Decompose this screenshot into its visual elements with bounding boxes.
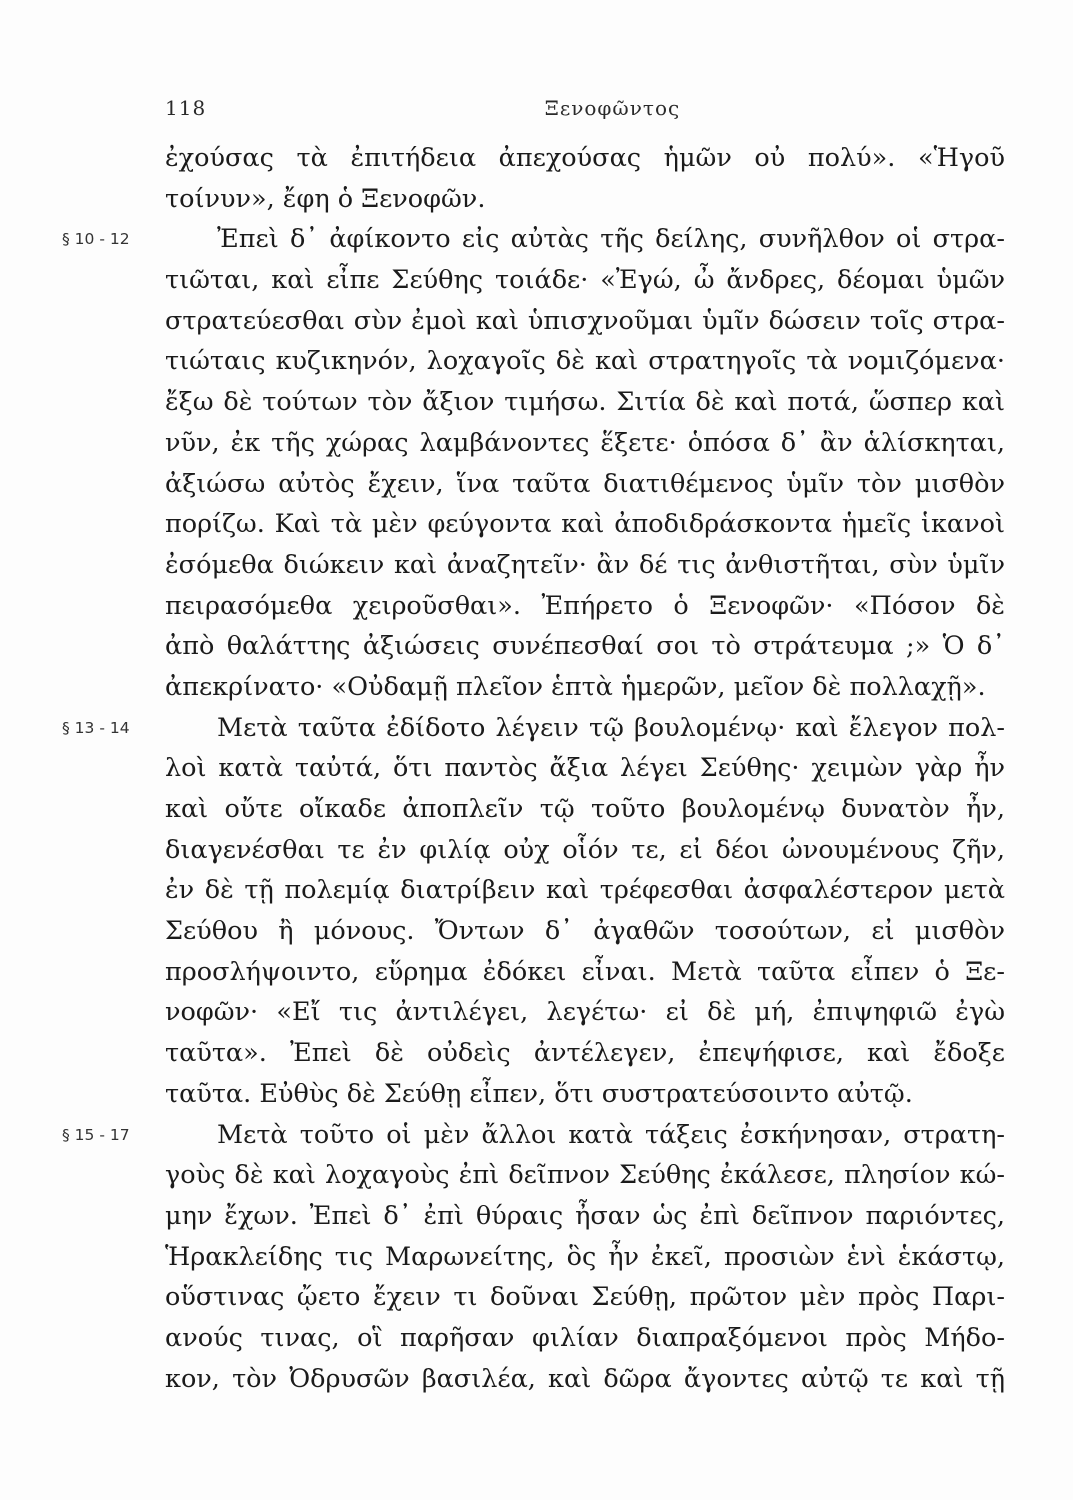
line-text: ταῦτα. Εὐθὺς δὲ Σεύθῃ εἶπεν, ὅτι συστρατεύσοιντο αὐτῷ. (165, 1078, 913, 1109)
line-text: Σεύθου ἢ μόνους. Ὄντων δ᾽ ἀγαθῶν τοσούτων, εἰ μισθὸν (165, 916, 1005, 947)
line-text: ἀξιώσω αὐτὸς ἔχειν, ἵνα ταῦτα διατιθέμενος ὑμῖν τὸν μισθὸν (165, 468, 1005, 499)
text-line (165, 1359, 1005, 1400)
line-text: νοφῶν· «Εἴ τις ἀντιλέγει, λεγέτω· εἰ δὲ μή, ἐπιψηφιῶ ἐγὼ (165, 997, 1005, 1028)
text-line (165, 423, 1005, 464)
line-text: ἐσόμεθα διώκειν καὶ ἀναζητεῖν· ἂν δέ τις ἀνθιστῆται, σὺν ὑμῖν (165, 549, 1005, 580)
section-reference: § 13 - 14 (62, 718, 130, 737)
line-text: ἀπεκρίνατο· «Οὐδαμῇ πλεῖον ἑπτὰ ἡμερῶν, μεῖον δὲ πολλαχῇ». (165, 671, 986, 702)
text-line (165, 1237, 1005, 1278)
text-line (62, 219, 1005, 260)
text-line (165, 301, 1005, 342)
text-line (165, 341, 1005, 382)
line-text: ἔξω δὲ τούτων τὸν ἄξιον τιμήσω. Σιτία δὲ καὶ ποτά, ὥσπερ καὶ (165, 387, 1005, 418)
text-line (165, 138, 1005, 179)
running-head (165, 96, 1000, 126)
text-line (62, 708, 1005, 749)
text-line (165, 586, 1005, 627)
line-text: Μετὰ ταῦτα ἐδίδοτο λέγειν τῷ βουλομένῳ· καὶ ἔλεγον πολ- (217, 712, 1005, 743)
text-line (165, 952, 1005, 993)
text-line (165, 1277, 1005, 1318)
text-line (165, 789, 1005, 830)
line-text: ἐχούσας τὰ ἐπιτήδεια ἀπεχούσας ἡμῶν οὐ πολύ». «Ἡγοῦ (165, 143, 1005, 173)
section-reference: § 15 - 17 (62, 1125, 130, 1144)
line-text: διαγενέσθαι τε ἐν φιλίᾳ οὐχ οἷόν τε, εἰ δέοι ὠνουμένους ζῆν, (165, 834, 1005, 865)
text-line (165, 464, 1005, 505)
text-line (165, 1196, 1005, 1237)
line-text: νῦν, ἐκ τῆς χώρας λαμβάνοντες ἕξετε· ὁπόσα δ᾽ ἂν ἁλίσκηται, (165, 427, 1005, 458)
text-line (165, 382, 1005, 423)
text-line (165, 992, 1005, 1033)
line-text: γοὺς δὲ καὶ λοχαγοὺς ἐπὶ δεῖπνον Σεύθης ἐκάλεσε, πλησίον κώ- (165, 1160, 1005, 1191)
line-text: μην ἔχων. Ἐπεὶ δ᾽ ἐπὶ θύραις ἦσαν ὡς ἐπὶ δεῖπνον παριόντες, (165, 1200, 1005, 1231)
line-text: προσλήψοιντο, εὕρημα ἐδόκει εἶναι. Μετὰ ταῦτα εἶπεν ὁ Ξε- (165, 956, 1005, 987)
running-title: Ξενοφῶντος (544, 96, 681, 120)
text-line (165, 545, 1005, 586)
main-text (62, 138, 1005, 1399)
line-text: οὕστινας ᾤετο ἔχειν τι δοῦναι Σεύθῃ, πρῶτον μὲν πρὸς Παρι- (165, 1282, 1005, 1313)
line-text: κον, τὸν Ὀδρυσῶν βασιλέα, καὶ δῶρα ἄγοντες αὐτῷ τε καὶ τῇ (165, 1363, 1005, 1394)
text-line (165, 667, 1005, 708)
text-line (165, 626, 1005, 667)
text-line (165, 1155, 1005, 1196)
line-text: καὶ οὔτε οἴκαδε ἀποπλεῖν τῷ τοῦτο βουλομένῳ δυνατὸν ἦν, (165, 794, 1005, 824)
text-line (165, 748, 1005, 789)
line-text: Ἐπεὶ δ᾽ ἀφίκοντο εἰς αὐτὰς τῆς δείλης, συνῆλθον οἱ στρα- (217, 224, 1005, 255)
line-text: τιῶται, καὶ εἶπε Σεύθης τοιάδε· «Ἐγώ, ὦ ἄνδρες, δέομαι ὑμῶν (165, 265, 1005, 296)
text-line (165, 260, 1005, 301)
text-line (165, 1318, 1005, 1359)
line-text: λοὶ κατὰ ταὐτά, ὅτι παντὸς ἄξια λέγει Σεύθης· χειμὼν γὰρ ἦν (165, 753, 1005, 784)
page-number: 118 (165, 96, 207, 120)
line-text: ταῦτα». Ἐπεὶ δὲ οὐδεὶς ἀντέλεγεν, ἐπεψήφισε, καὶ ἔδοξε (165, 1038, 1005, 1069)
text-line (165, 1033, 1005, 1074)
text-line (165, 504, 1005, 545)
text-line (165, 911, 1005, 952)
text-line (165, 830, 1005, 871)
text-line (165, 179, 1005, 220)
text-line (165, 1074, 1005, 1115)
line-text: στρατεύεσθαι σὺν ἐμοὶ καὶ ὑπισχνοῦμαι ὑμῖν δώσειν τοῖς στρα- (165, 305, 1005, 336)
line-text: τιώταις κυζικηνόν, λοχαγοῖς δὲ καὶ στρατηγοῖς τὰ νομιζόμενα· (165, 346, 1005, 377)
line-text: ανούς τινας, οἳ παρῆσαν φιλίαν διαπραξόμενοι πρὸς Μήδο- (165, 1322, 1005, 1353)
section-reference: § 10 - 12 (62, 230, 130, 249)
line-text: πειρασόμεθα χειροῦσθαι». Ἐπήρετο ὁ Ξενοφῶν· «Πόσον δὲ (165, 590, 1005, 621)
line-text: Μετὰ τοῦτο οἱ μὲν ἄλλοι κατὰ τάξεις ἐσκήνησαν, στρατη- (217, 1119, 1005, 1150)
line-text: τοίνυν», ἔφη ὁ Ξενοφῶν. (165, 183, 486, 214)
text-line (165, 870, 1005, 911)
text-line (62, 1115, 1005, 1156)
line-text: ἀπὸ θαλάττης ἀξιώσεις συνέπεσθαί σοι τὸ στράτευμα ;» Ὁ δ᾽ (165, 631, 1005, 662)
line-text: πορίζω. Καὶ τὰ μὲν φεύγοντα καὶ ἀποδιδράσκοντα ἡμεῖς ἱκανοὶ (165, 509, 1005, 540)
line-text: Ἡρακλείδης τις Μαρωνείτης, ὃς ἦν ἐκεῖ, προσιὼν ἑνὶ ἑκάστῳ, (165, 1241, 1005, 1272)
line-text: ἐν δὲ τῇ πολεμίᾳ διατρίβειν καὶ τρέφεσθαι ἀσφαλέστερον μετὰ (165, 875, 1005, 906)
